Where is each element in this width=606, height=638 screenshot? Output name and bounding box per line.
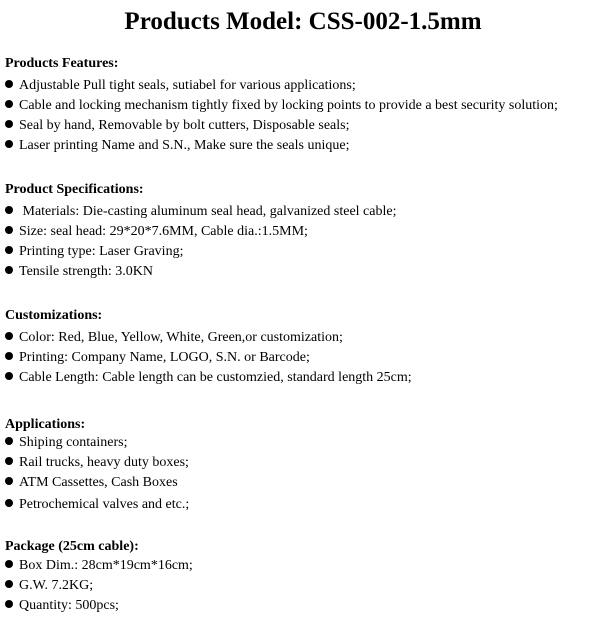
customizations-item <box>5 329 343 347</box>
features-item-text: Laser printing Name and S.N., Make sure the seals unique; <box>19 138 350 153</box>
package-item-text: G.W. 7.2KG; <box>19 578 94 593</box>
bullet-icon <box>5 226 13 234</box>
specifications-heading: Product Specifications: <box>5 182 144 197</box>
specifications-item <box>5 263 153 281</box>
bullet-icon <box>5 266 13 274</box>
package-item-text: Quantity: 500pcs; <box>19 598 119 613</box>
specifications-item-text: Tensile strength: 3.0KN <box>19 264 153 279</box>
applications-item-text: Shiping containers; <box>19 435 128 450</box>
specifications-item <box>5 243 183 261</box>
features-item-text: Adjustable Pull tight seals, sutiabel for various applications; <box>19 78 356 93</box>
applications-item-text: ATM Cassettes, Cash Boxes <box>19 475 178 490</box>
bullet-icon <box>5 437 13 445</box>
customizations-item-text: Color: Red, Blue, Yellow, White, Green,or customization; <box>19 330 343 345</box>
bullet-icon <box>5 206 13 214</box>
features-item-text: Cable and locking mechanism tightly fixed by locking points to provide a best security solution; <box>19 98 558 113</box>
bullet-icon <box>5 352 13 360</box>
specifications-item <box>5 203 396 221</box>
applications-item <box>5 496 189 514</box>
features-item <box>5 117 350 135</box>
bullet-icon <box>5 600 13 608</box>
features-heading: Products Features: <box>5 56 119 71</box>
features-item <box>5 137 349 155</box>
package-item <box>5 557 193 575</box>
features-item-text: Seal by hand, Removable by bolt cutters, Disposable seals; <box>19 118 350 133</box>
features-item <box>5 97 558 115</box>
bullet-icon <box>5 332 13 340</box>
customizations-item-text: Cable Length: Cable length can be customzied, standard length 25cm; <box>19 370 412 385</box>
customizations-item-text: Printing: Company Name, LOGO, S.N. or Barcode; <box>19 350 310 365</box>
applications-item <box>5 454 189 472</box>
bullet-icon <box>5 100 13 108</box>
bullet-icon <box>5 457 13 465</box>
bullet-icon <box>5 499 13 507</box>
bullet-icon <box>5 80 13 88</box>
package-heading: Package (25cm cable): <box>5 539 139 554</box>
applications-item-text: Rail trucks, heavy duty boxes; <box>19 455 189 470</box>
specifications-item-text: Printing type: Laser Graving; <box>19 244 184 259</box>
package-item-text: Box Dim.: 28cm*19cm*16cm; <box>19 558 193 573</box>
bullet-icon <box>5 477 13 485</box>
bullet-icon <box>5 246 13 254</box>
package-item <box>5 577 93 595</box>
customizations-heading: Customizations: <box>5 308 103 323</box>
bullet-icon <box>5 560 13 568</box>
bullet-icon <box>5 120 13 128</box>
applications-item <box>5 434 128 452</box>
specifications-item-text: Size: seal head: 29*20*7.6MM, Cable dia.:1.5MM; <box>19 224 308 239</box>
bullet-icon <box>5 140 13 148</box>
bullet-icon <box>5 372 13 380</box>
applications-item <box>5 474 178 492</box>
customizations-item <box>5 369 412 387</box>
specifications-item-text: Materials: Die-casting aluminum seal head, galvanized steel cable; <box>19 204 397 219</box>
features-item <box>5 77 356 95</box>
package-item <box>5 597 119 615</box>
page-title: Products Model: CSS-002-1.5mm <box>124 8 482 35</box>
specifications-item <box>5 223 308 241</box>
customizations-item <box>5 349 310 367</box>
applications-heading: Applications: <box>5 417 86 432</box>
bullet-icon <box>5 580 13 588</box>
applications-item-text: Petrochemical valves and etc.; <box>19 497 190 512</box>
